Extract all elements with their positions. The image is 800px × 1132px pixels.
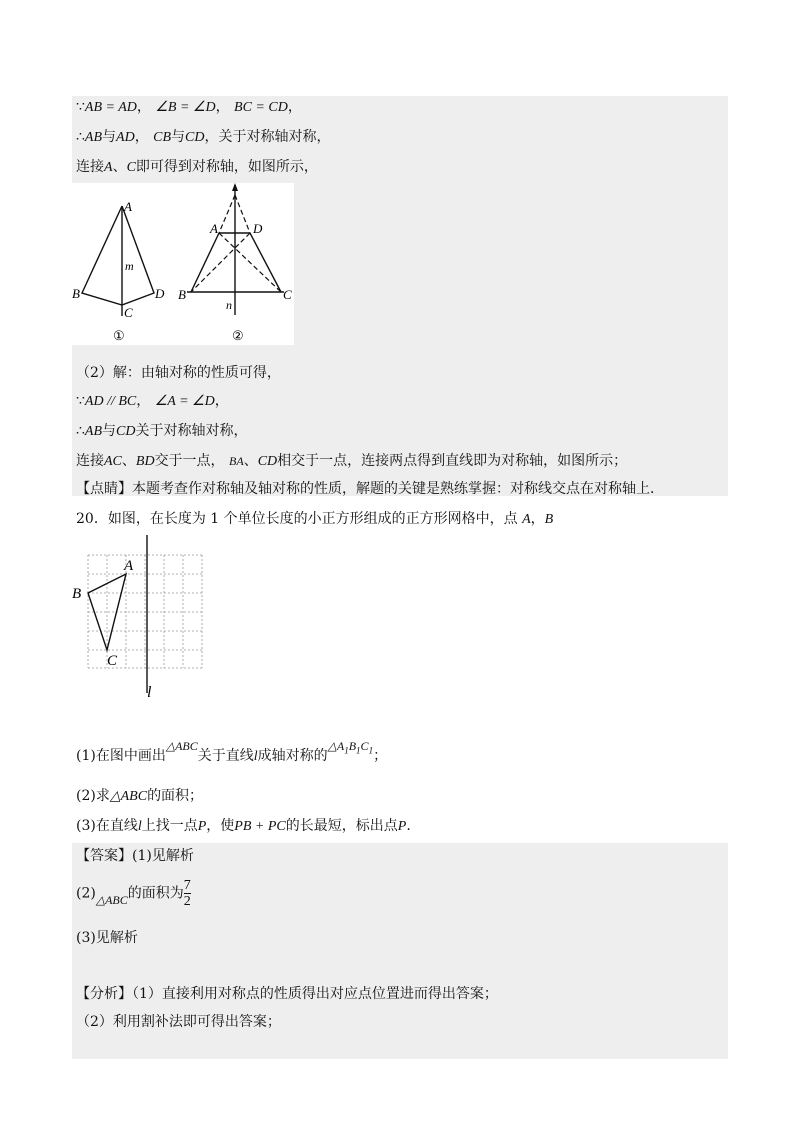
- answer-2: (2)△ABC的面积为 $\frac{7}{2}$: [76, 878, 191, 909]
- grid-label-l: l: [147, 684, 152, 701]
- fig1-label-d: D: [155, 286, 165, 301]
- subquestion-1: (1)在图中画出△ABC关于直线l成轴对称的$\triangle A_1B_1C_1$；: [76, 739, 388, 764]
- given-line: ∵AB = AD， ∠B = ∠D， BC = CD，: [76, 99, 302, 115]
- therefore-line: ∴AB与AD， CB与CD，关于对称轴对称，: [76, 129, 331, 145]
- parallel-line: ∵AD // BC， ∠A = ∠D，: [76, 393, 229, 409]
- answer-1: 【答案】(1)见解析: [76, 848, 194, 864]
- fig2-label-a: A: [210, 221, 218, 236]
- grid-figure: [70, 535, 215, 703]
- fraction-seven-halves: $\frac{7}{2}$: [183, 878, 191, 909]
- grid-label-a: A: [124, 558, 134, 574]
- fig1-label-a: A: [124, 199, 132, 214]
- fig2-label-b: B: [178, 287, 186, 302]
- dotted-grid: [88, 555, 202, 668]
- symmetric-line: ∴AB与CD关于对称轴对称，: [76, 423, 248, 439]
- answer-3: (3)见解析: [76, 930, 138, 946]
- fig2-label-n: n: [226, 298, 232, 312]
- analysis-1: 【分析】（1）直接利用对称点的性质得出对应点位置进而得出答案；: [76, 986, 498, 1002]
- fig1-number: ①: [113, 328, 125, 343]
- fig2-number: ②: [232, 328, 244, 343]
- subquestion-2: (2)求△ABC的面积；: [76, 788, 204, 804]
- grid-label-c: C: [107, 653, 118, 669]
- part2-solution-heading: （2）解：由轴对称的性质可得，: [76, 365, 281, 381]
- construction-line: 连接AC、BD交于一点， BA、CD相交于一点，连接两点得到直线即为对称轴，如图所示；: [76, 453, 628, 469]
- key-point-line: 【点睛】本题考查作对称轴及轴对称的性质，解题的关键是熟练掌握：对称线交点在对称轴上．: [76, 481, 664, 497]
- fig1-label-m: m: [125, 259, 134, 273]
- analysis-2: （2）利用割补法即可得出答案；: [76, 1014, 281, 1030]
- fig2-label-c: C: [283, 287, 292, 302]
- grid-label-b: B: [72, 586, 82, 602]
- subquestion-3: (3)在直线l上找一点P，使PB + PC的长最短，标出点P.: [76, 818, 411, 834]
- kite-figures: [72, 183, 294, 345]
- fig1-label-c: C: [124, 305, 133, 320]
- question-20-stem: 20．如图，在长度为 1 个单位长度的小正方形组成的正方形网格中，点 A，B: [76, 511, 554, 527]
- fig2-label-d: D: [253, 221, 263, 236]
- fig1-label-b: B: [72, 286, 80, 301]
- connect-line: 连接A、C即可得到对称轴，如图所示，: [76, 159, 318, 175]
